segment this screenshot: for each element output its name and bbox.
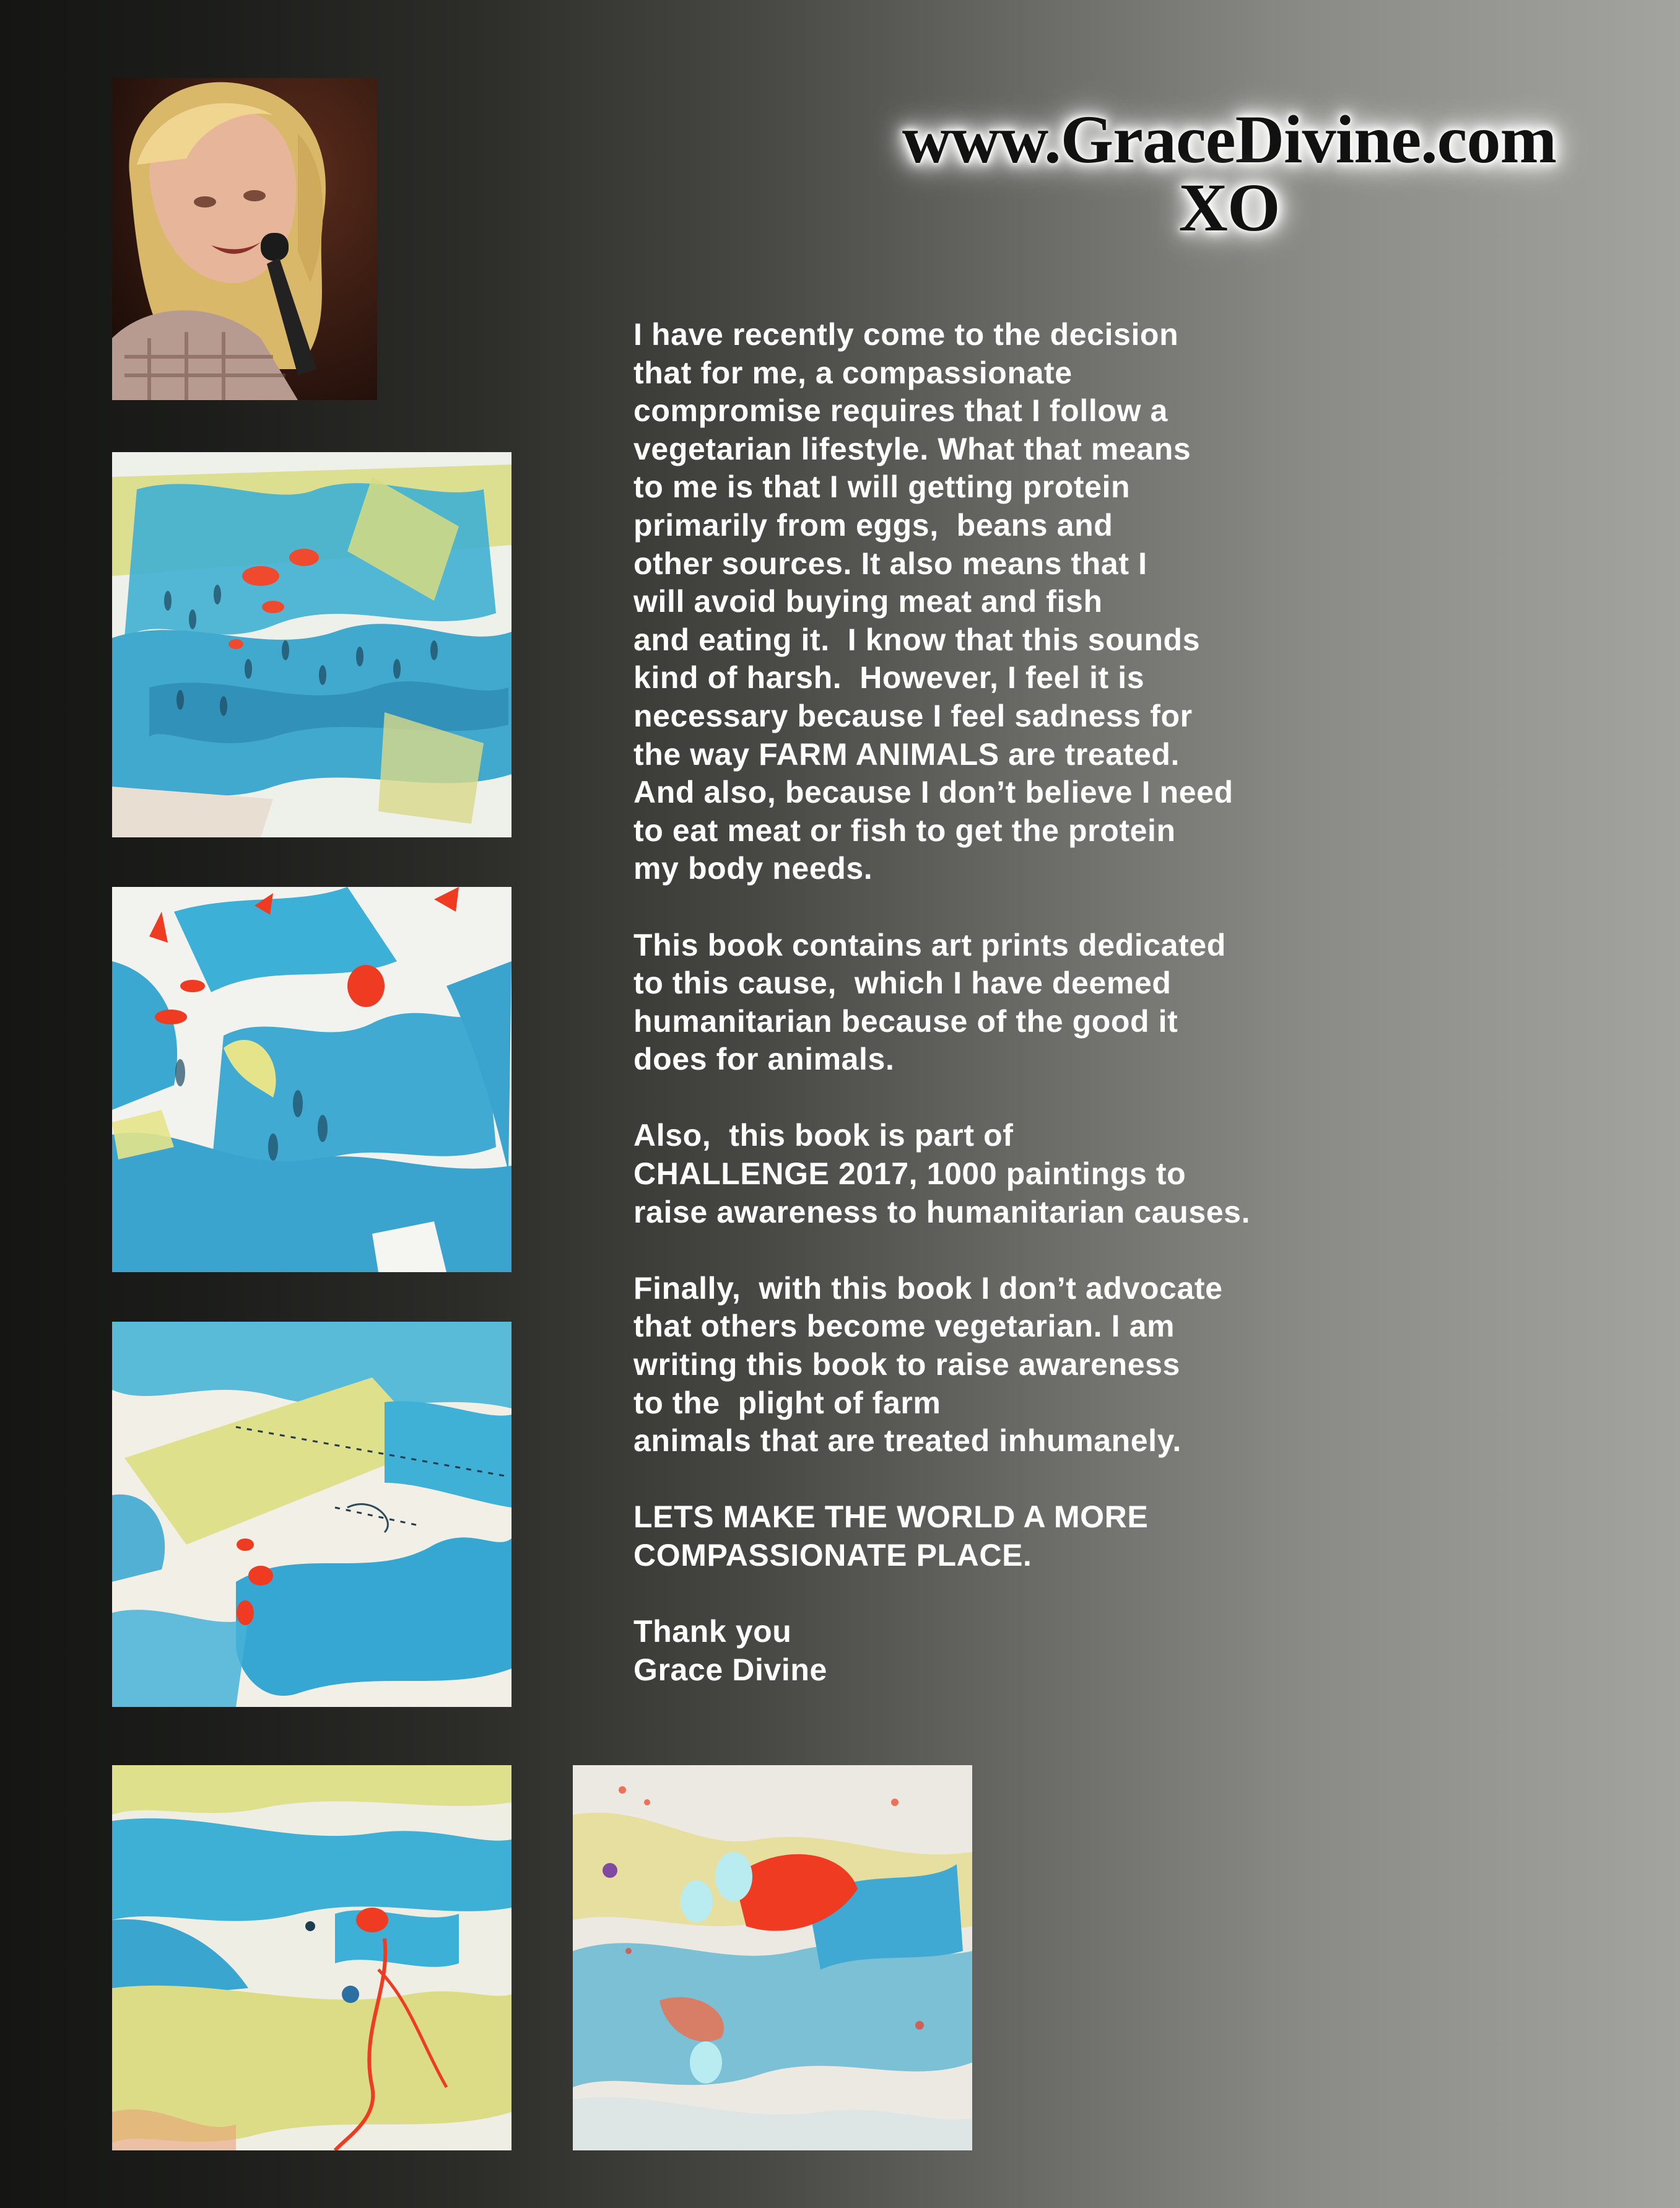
text-line: This book contains art prints dedicated: [633, 927, 1226, 962]
paragraph-2: [633, 927, 1513, 1079]
text-line: animals that are treated inhumanely.: [633, 1423, 1182, 1459]
signature-block: [633, 1613, 1513, 1689]
text-line: my body needs.: [633, 851, 873, 886]
portrait-photo: [112, 78, 377, 400]
text-line: other sources. It also means that I: [633, 546, 1147, 581]
text-line: compromise requires that I follow a: [633, 393, 1168, 429]
paragraph-3: [633, 1117, 1513, 1231]
artwork-3: [112, 1322, 511, 1707]
letter-text: [633, 316, 1513, 1689]
text-line: CHALLENGE 2017, 1000 paintings to: [633, 1156, 1186, 1192]
artwork-5: [573, 1765, 972, 2150]
paragraph-1: [633, 316, 1513, 888]
text-line: the way FARM ANIMALS are treated.: [633, 736, 1180, 772]
text-line: kind of harsh. However, I feel it is: [633, 660, 1145, 696]
artwork-2: [112, 887, 511, 1272]
text-line: vegetarian lifestyle. What that means: [633, 431, 1191, 466]
text-line: raise awareness to humanitarian causes.: [633, 1194, 1251, 1229]
text-line: primarily from eggs, beans and: [633, 507, 1113, 543]
text-line: to me is that I will getting protein: [633, 469, 1131, 505]
artwork-1: [112, 452, 511, 837]
text-line: to eat meat or fish to get the protein: [633, 813, 1176, 848]
text-line: will avoid buying meat and fish: [633, 584, 1103, 619]
paragraph-4: [633, 1270, 1513, 1460]
text-line: I have recently come to the decision: [633, 317, 1179, 352]
text-line: writing this book to raise awareness: [633, 1347, 1180, 1382]
signature-name: Grace Divine: [633, 1652, 827, 1687]
text-line: necessary because I feel sadness for: [633, 698, 1193, 733]
text-line: to this cause, which I have deemed: [633, 966, 1172, 1001]
text-line: that for me, a compassionate: [633, 355, 1073, 390]
text-line: Also, this book is part of: [633, 1118, 1014, 1153]
text-line: and eating it. I know that this sounds: [633, 622, 1201, 657]
website-link[interactable]: www.GraceDivine.com XO: [902, 102, 1557, 245]
text-line: that others become vegetarian. I am: [633, 1309, 1175, 1344]
text-line: Thank you: [633, 1614, 792, 1649]
text-line: COMPASSIONATE PLACE.: [633, 1538, 1032, 1573]
text-line: does for animals.: [633, 1042, 895, 1077]
text-line: to the plight of farm: [633, 1385, 941, 1420]
text-line: humanitarian because of the good it: [633, 1003, 1178, 1039]
paragraph-5: [633, 1498, 1513, 1574]
text-line: And also, because I don’t believe I need: [633, 775, 1234, 810]
text-line: Finally, with this book I don’t advocate: [633, 1270, 1223, 1306]
text-line: LETS MAKE THE WORLD A MORE: [633, 1499, 1149, 1535]
artwork-4: [112, 1765, 511, 2150]
